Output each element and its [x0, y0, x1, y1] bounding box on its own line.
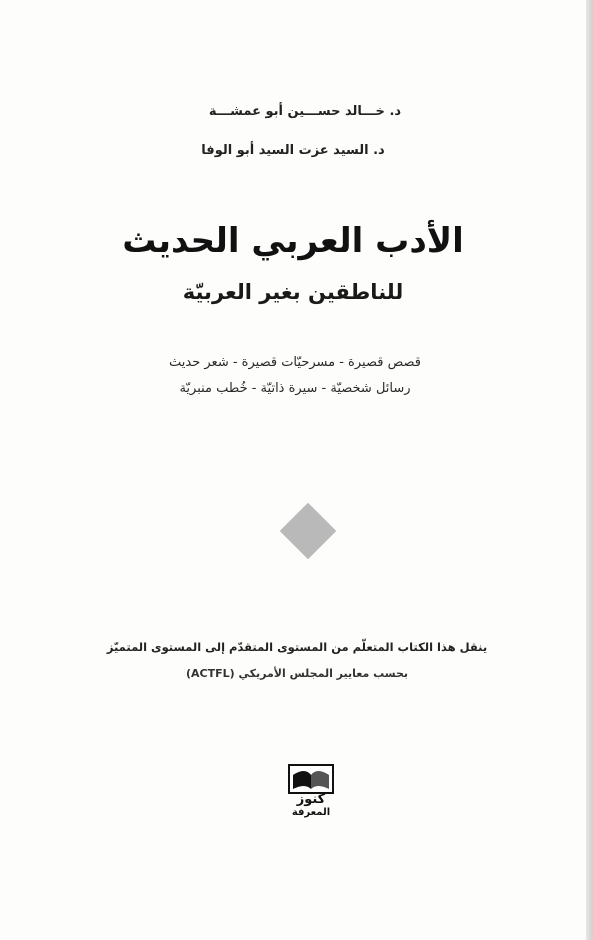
ornament: [0, 500, 586, 570]
publisher-name-line-2: المعرفة: [291, 807, 331, 818]
book-subtitle: للناطقين بغير العربيّة: [182, 280, 404, 304]
author-1: د. خـــالد حســـين أبو عمشـــة: [208, 104, 402, 119]
publisher-logo: [285, 763, 337, 821]
genres-line-1: قصص قصيرة - مسرحيّات قصيرة - شعر حديث: [169, 355, 421, 370]
book-icon: [285, 763, 337, 795]
author-2: د. السيد عزت السيد أبو الوفا: [201, 143, 385, 158]
standard-description: بحسب معايير المجلس الأمريكي (ACTFL): [185, 667, 409, 680]
diamond-ornament-icon: [280, 503, 337, 560]
publisher-name: [285, 793, 337, 818]
book-title: الأدب العربي الحديث: [122, 221, 464, 261]
page-edge: [586, 0, 593, 940]
level-description: ينقل هذا الكتاب المتعلّم من المستوى المتقدّم إلى المستوى المتميّز: [106, 640, 488, 654]
genres-line-2: رسائل شخصيّة - سيرة ذاتيّة - خُطب منبريّة: [179, 381, 411, 396]
publisher-name-line-1: كنوز: [296, 792, 326, 807]
